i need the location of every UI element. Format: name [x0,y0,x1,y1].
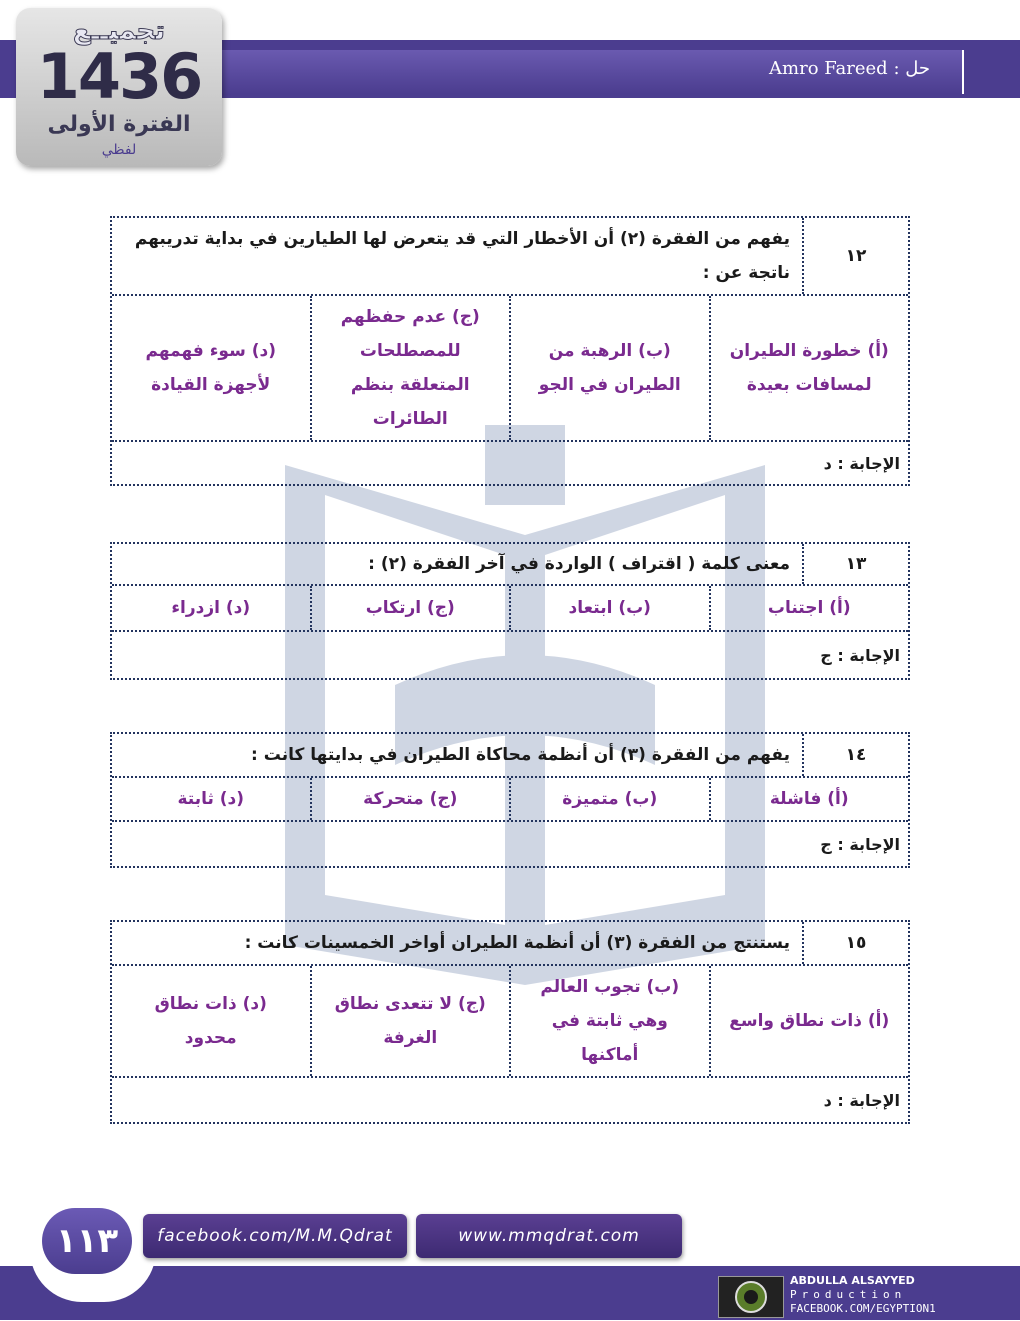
camera-lens-icon [718,1276,784,1318]
option-a[interactable]: (أ) اجتناب [709,586,909,630]
question-13 [110,542,910,680]
logo-title: تجميــع [72,16,166,46]
answer: الإجابة : د [823,1090,900,1110]
option-d[interactable]: (د) ذات نطاق محدود [154,994,267,1048]
answer: الإجابة : ج [820,645,900,665]
page-number: ١١٣ [42,1208,132,1274]
option-d[interactable]: (د) سوء فهمهم لأجهزة القيادة [145,341,276,395]
option-c[interactable]: (ج) ارتكاب [310,586,510,630]
option-c[interactable]: (ج) عدم حفظهم للمصطلحات المتعلقة بنظم الطائرات [310,296,510,440]
website-link[interactable]: www.mmqdrat.com [416,1214,682,1258]
logo-tag: لفظي [101,142,137,158]
question-number: ١٢ [802,218,908,294]
compilation-logo [16,8,222,166]
question-14 [110,732,910,868]
option-b[interactable]: (ب) تجوب العالم وهي ثابتة في أماكنها [509,966,709,1076]
options-row [112,296,908,442]
question-number: ١٣ [802,544,908,584]
credit-name: ABDULLA ALSAYYED [790,1274,915,1287]
option-c[interactable]: (ج) لا تتعدى نطاق الغرفة [310,966,510,1076]
question-number: ١٥ [802,922,908,964]
options-row [112,966,908,1078]
question-text: يستنتج من الفقرة (٣) أن أنظمة الطيران أواخر الخمسينات كانت : [244,933,790,953]
question-15 [110,920,910,1124]
credit-production: Production [790,1288,907,1301]
option-a[interactable]: (أ) فاشلة [709,778,909,820]
option-a[interactable]: (أ) خطورة الطيران لمسافات بعيدة [709,296,909,440]
option-b[interactable]: (ب) ابتعاد [509,586,709,630]
options-row [112,778,908,822]
option-a[interactable]: (أ) ذات نطاق واسع [709,966,909,1076]
option-b[interactable]: (ب) متميزة [509,778,709,820]
question-12 [110,216,910,486]
question-text: معنى كلمة ( اقتراف ) الواردة في آخر الفقرة (٢) : [368,554,790,574]
option-c[interactable]: (ج) متحركة [310,778,510,820]
production-credit [718,1274,1018,1318]
option-d[interactable]: (د) ازدراء [171,598,251,618]
answer: الإجابة : د [823,453,900,473]
facebook-link[interactable]: facebook.com/M.M.Qdrat [143,1214,407,1258]
question-header [112,544,908,586]
question-number: ١٤ [802,734,908,776]
option-d[interactable]: (د) ثابتة [177,789,245,809]
question-header [112,922,908,966]
answer: الإجابة : ج [820,834,900,854]
option-b[interactable]: (ب) الرهبة من الطيران في الجو [509,296,709,440]
credit-facebook: FACEBOOK.COM/EGYPTION1 [790,1302,936,1315]
logo-year: 1436 [36,40,202,113]
question-header [112,734,908,778]
question-text: يفهم من الفقرة (٢) أن الأخطار التي قد يتعرض لها الطيارين في بداية تدريبهم ناتجة عن : [134,229,790,283]
options-row [112,586,908,632]
solver-credit: حل : Amro Fareed [769,58,930,79]
question-header [112,218,908,296]
logo-subtitle: الفترة الأولى [47,112,191,137]
question-text: يفهم من الفقرة (٣) أن أنظمة محاكاة الطيران في بدايتها كانت : [251,745,790,765]
